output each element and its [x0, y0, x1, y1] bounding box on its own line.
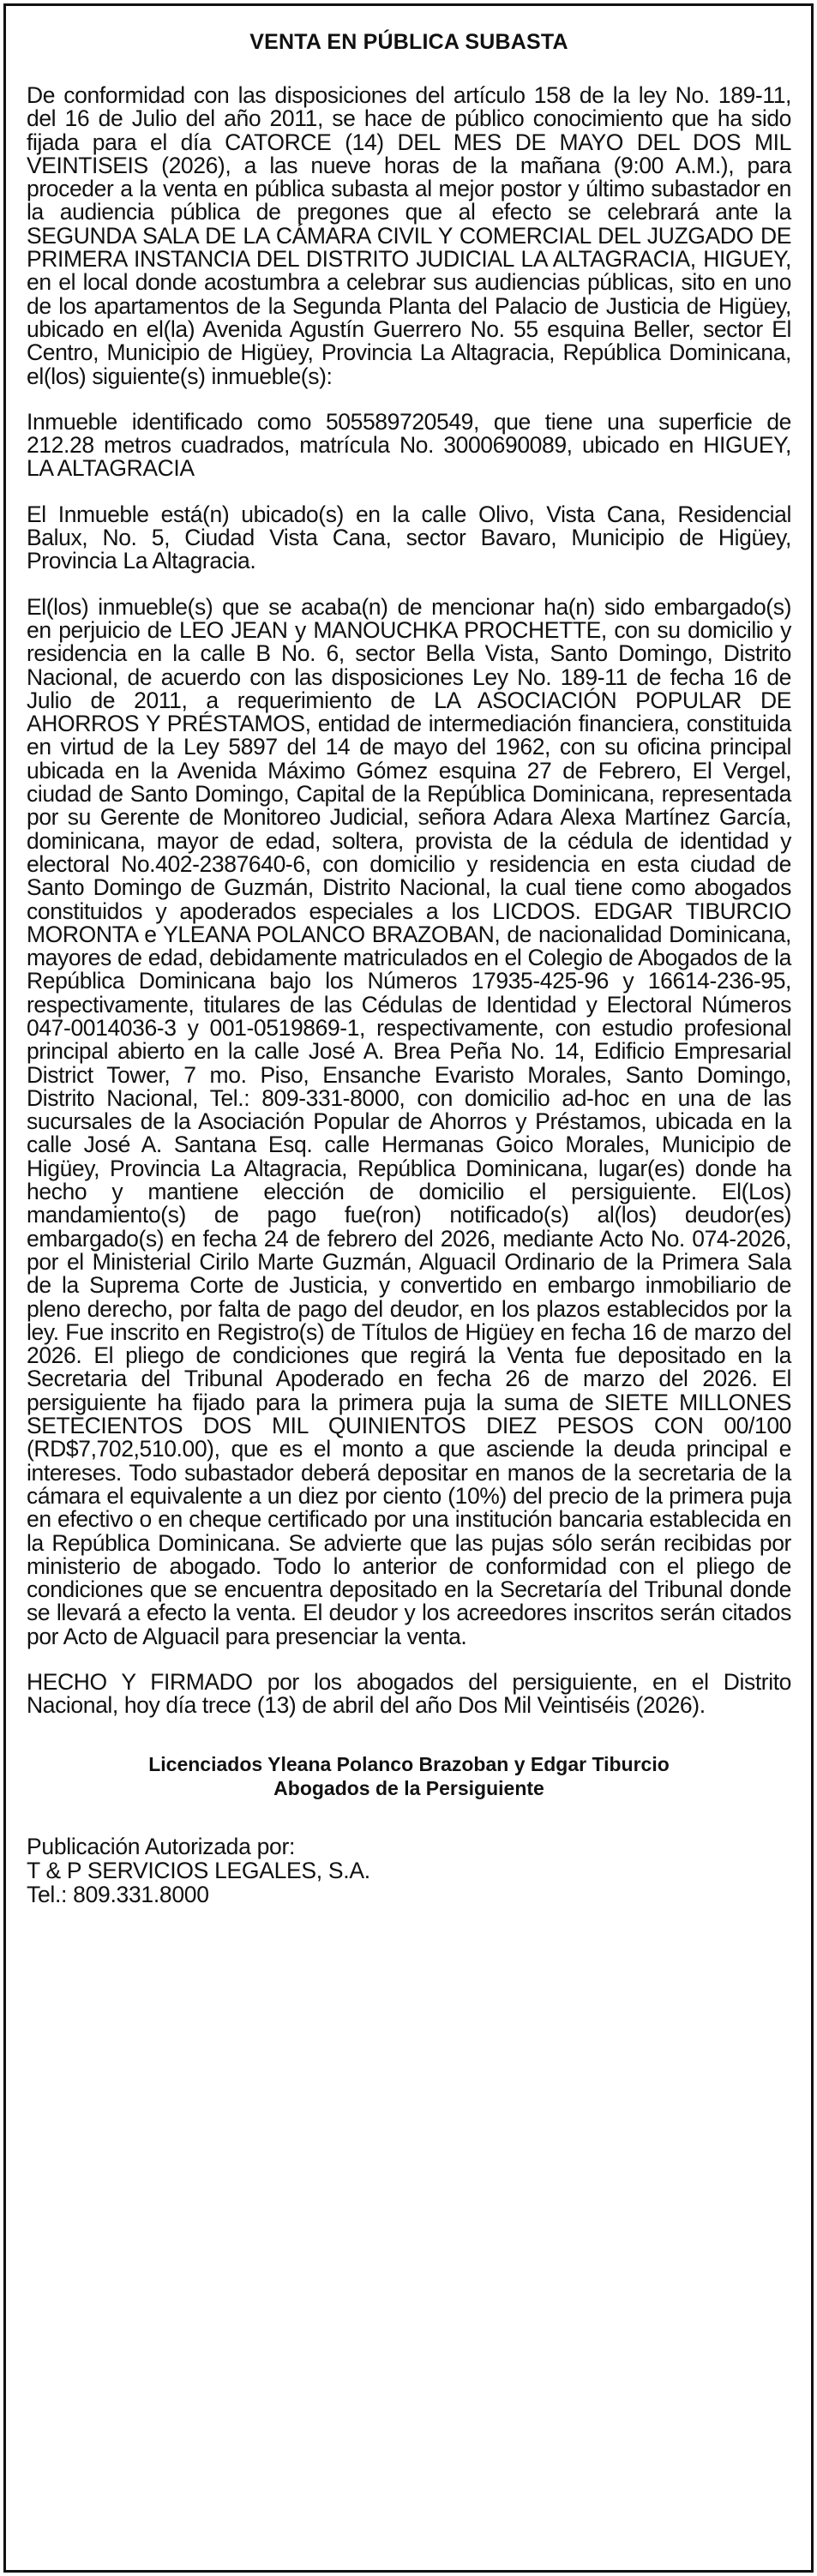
paragraph-signed: HECHO Y FIRMADO por los abogados del persiguiente, en el Distrito Nacional, hoy día trece (13) de abril del año Dos Mil Veintiséis (2026).	[27, 1669, 791, 1719]
signature-role: Abogados de la Persiguiente	[273, 1776, 544, 1799]
signature-names: Licenciados Yleana Polanco Brazoban y Edgar Tiburcio	[148, 1752, 670, 1775]
paragraph-property-location: El Inmueble está(n) ubicado(s) en la calle Olivo, Vista Cana, Residencial Balux, No. 5, Ciudad Vista Cana, sector Bavaro, Municipio de Higüey, Provincia La Altagracia.	[27, 501, 791, 574]
publication-label: Publicación Autorizada por:	[27, 1833, 296, 1859]
notice-frame	[3, 3, 814, 2573]
publication-company: T & P SERVICIOS LEGALES, S.A.	[27, 1857, 370, 1883]
publication-phone: Tel.: 809.331.8000	[27, 1881, 209, 1907]
notice-title: VENTA EN PÚBLICA SUBASTA	[249, 30, 568, 54]
signature-block	[27, 1752, 791, 1800]
paragraph-seizure-details: El(los) inmueble(s) que se acaba(n) de mencionar ha(n) sido embargado(s) en perjuicio de LEO JEAN y MANOUCHKA PROCHETTE, con su domicilio y residencia en la calle B No. 6, sector Bella Vista, Santo Domingo, Distrito Nacional, de acuerdo con las disposiciones Ley No. 189-11 de fecha 16 de Julio de 2011, a requerimiento de LA ASOCIACIÓN POPULAR DE AHORROS Y PRÉSTAMOS, entidad de intermediación financiera, constituida en virtud de la Ley 5897 del 14 de mayo del 1962, con su oficina principal ubicada en la Avenida Máximo Gómez esquina 27 de Febrero, El Vergel, ciudad de Santo Domingo, Capital de la República Dominicana, representada por su Gerente de Monitoreo Judicial, señora Adara Alexa Martínez García, dominicana, mayor de edad, soltera, provista de la cédula de identidad y electoral No.402-2387640-6, con domicilio y residencia en esta ciudad de Santo Domingo de Guzmán, Distrito Nacional, la cual tiene como abogados constituidos y apoderados especiales a los LICDOS. EDGAR TIBURCIO MORONTA e YLEANA POLANCO BRAZOBAN, de nacionalidad Dominicana, mayores de edad, debidamente matriculados en el Colegio de Abogados de la República Dominicana bajo los Números 17935-425-96 y 16614-236-95, respectivamente, titulares de las Cédulas de Identidad y Electoral Números 047-0014036-3 y 001-0519869-1, respectivamente, con estudio profesional principal abierto en la calle José A. Brea Peña No. 14, Edificio Empresarial District Tower, 7 mo. Piso, Ensanche Evaristo Morales, Santo Domingo, Distrito Nacional, Tel.: 809-331-8000, con domicilio ad-hoc en una de las sucursales de la Asociación Popular de Ahorros y Préstamos, ubicada en la calle José A. Santana Esq. calle Hermanas Goico Morales, Municipio de Higüey, Provincia La Altagracia, República Dominicana, lugar(es) donde ha hecho y mantiene elección de domicilio el persiguiente. El(Los) mandamiento(s) de pago fue(ron) notificado(s) al(los) deudor(es) embargado(s) en fecha 24 de febrero del 2026, mediante Acto No. 074-2026, por el Ministerial Cirilo Marte Guzmán, Alguacil Ordinario de la Primera Sala de la Suprema Corte de Justicia, y convertido en embargo inmobiliario de pleno derecho, por falta de pago del deudor, en los plazos establecidos por la ley. Fue inscrito en Registro(s) de Títulos de Higüey en fecha 16 de marzo del 2026. El pliego de condiciones que regirá la Venta fue depositado en la Secretaria del Tribunal Apoderado en fecha 26 de marzo del 2026. El persiguiente ha fijado para la primera puja la suma de SIETE MILLONES SETECIENTOS DOS MIL QUINIENTOS DIEZ PESOS CON 00/100 (RD$7,702,510.00), que es el monto a que asciende la deuda principal e intereses. Todo subastador deberá depositar en manos de la secretaria de la cámara el equivalente a un diez por ciento (10%) del precio de la primera puja en efectivo o en cheque certificado por una institución bancaria establecida en la República Dominicana. Se advierte que las pujas sólo serán recibidas por ministerio de abogado. Todo lo anterior de conformidad con el pliego de condiciones que se encuentra depositado en la Secretaría del Tribunal donde se llevará a efecto la venta. El deudor y los acreedores inscritos serán citados por Acto de Alguacil para presenciar la venta.	[27, 593, 791, 1649]
paragraph-announcement: De conformidad con las disposiciones del artículo 158 de la ley No. 189-11, del 16 de Julio del año 2011, se hace de público conocimiento que ha sido fijada para el día CATORCE (14) DEL MES DE MAYO DEL DOS MIL VEINTISEIS (2026), a las nueve horas de la mañana (9:00 A.M.), para proceder a la venta en pública subasta al mejor postor y último subastador en la audiencia pública de pregones que al efecto se celebrará ante la SEGUNDA SALA DE LA CÁMARA CIVIL Y COMERCIAL DEL JUZGADO DE PRIMERA INSTANCIA DEL DISTRITO JUDICIAL LA ALTAGRACIA, HIGUEY, en el local donde acostumbra a celebrar sus audiencias públicas, sito en uno de los apartamentos de la Segunda Planta del Palacio de Justicia de Higüey, ubicado en el(la) Avenida Agustín Guerrero No. 55 esquina Beller, sector El Centro, Municipio de Higüey, Provincia La Altagracia, República Dominicana, el(los) siguiente(s) inmueble(s):	[27, 82, 791, 389]
publication-block	[27, 1834, 791, 1906]
paragraph-property-id: Inmueble identificado como 505589720549, que tiene una superficie de 212.28 metros cuadrados, matrícula No. 3000690089, ubicado en HIGUEY, LA ALTAGRACIA	[27, 408, 791, 482]
notice-content	[27, 30, 791, 1906]
